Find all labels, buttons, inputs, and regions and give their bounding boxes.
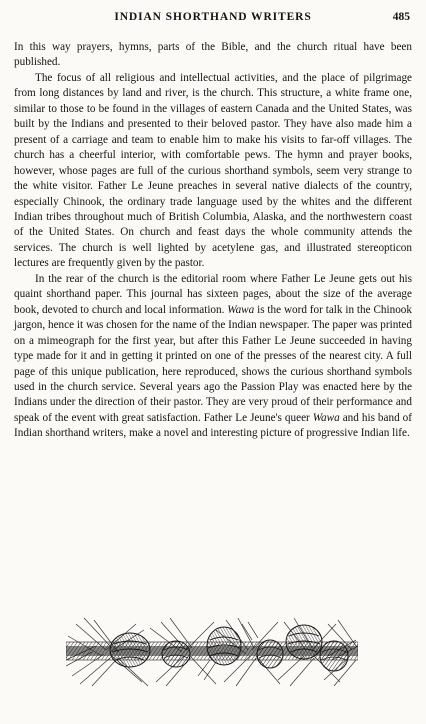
pine-cone-2 [162, 641, 190, 667]
pine-cone-6 [320, 641, 348, 671]
page-header [14, 11, 412, 27]
body-text [14, 40, 412, 442]
paragraph-3 [14, 272, 412, 442]
paragraph-1: In this way prayers, hymns, parts of the Bible, and the church ritual have been published. [14, 41, 412, 69]
pine-cone-4 [257, 640, 283, 668]
pine-cone-1 [110, 633, 150, 667]
page-number: 485 [392, 11, 410, 23]
wawa-italic-1: Wawa [227, 303, 255, 316]
pine-cone-vignette [66, 616, 358, 688]
paragraph-2: The focus of all religious and intellectual activities, and the place of pilgrimage from long distances by land and river, is the church. This structure, a white frame one, similar to those to be found in the villages of eastern Canada and the United States, was built by the Indians and presented to their beloved pastor. They have also made him a present of a carriage and team to enable him to make his visits to far-off villages. The church has a cheerful interior, with comfortable pews. The hymn and prayer books, however, whose pages are full of the curious shorthand symbols, seem very strange to the white visitor. Father Le Jeune preaches in several native dialects of the country, especially Chinook, the ordinary trade language used by the whites and the different Indian tribes throughout much of British Columbia, Alaska, and the northwestern coast of the United States. On church and feast days the whole community attends the services. The church is well lighted by acetylene gas, and illustrated stereopticon lectures are frequently given by the pastor. [14, 71, 412, 270]
paragraph-3-text-c: and his band of Indian shorthand writers, make a novel and interesting picture of progressive Indian life. [14, 411, 412, 440]
pine-cone-3 [207, 627, 241, 665]
paragraph-3-text-b: is the word for talk in the Chinook jargon, hence it was chosen for the name of the Indian newspaper. The paper was printed on a mimeograph for the first year, but after this Father Le Jeune succeeded in having type made for it and in getting it printed on one of the presses of the nearest city. A full page of this unique publication, here reproduced, shows the curious shorthand symbols used in the church service. Several years ago the Passion Play was enacted here by the Indians under the direction of their pastor. They are very proud of their performance and speak of the event with great satisfaction. Father Le Jeune's queer [14, 303, 412, 424]
paragraph-3-text-a: In the rear of the church is the editorial room where Father Le Jeune gets out his quaint shorthand paper. This journal has sixteen pages, about the size of the average book, devoted to church and local information. [14, 272, 412, 316]
wawa-italic-2: Wawa [312, 411, 340, 424]
pine-cone-5 [286, 625, 322, 659]
running-title: INDIAN SHORTHAND WRITERS [114, 11, 312, 23]
